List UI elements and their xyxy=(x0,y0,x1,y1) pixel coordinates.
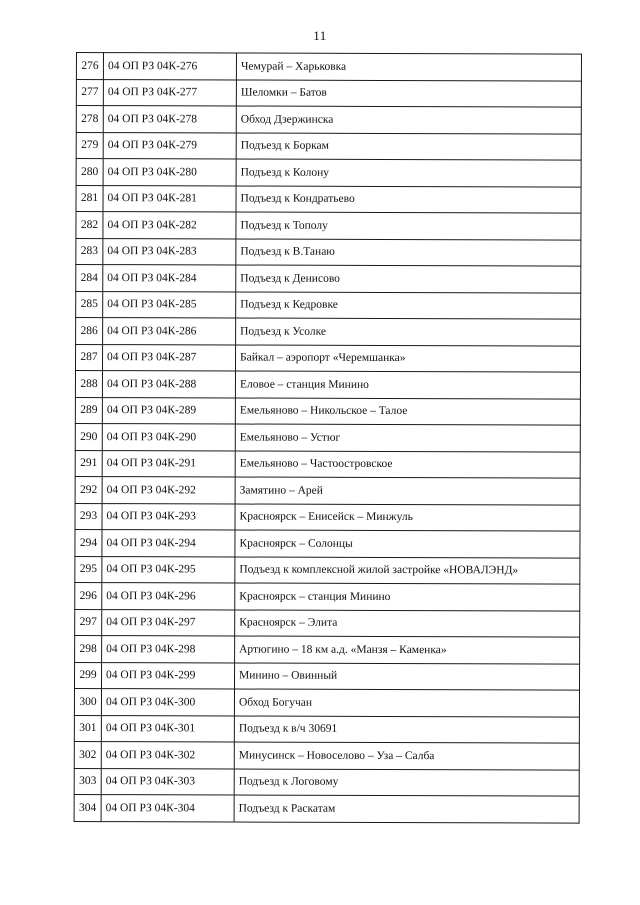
row-number-cell: 286 xyxy=(76,318,103,345)
row-number-cell: 299 xyxy=(75,662,102,689)
table-row xyxy=(74,741,579,769)
table-row xyxy=(74,794,579,822)
row-number-cell: 302 xyxy=(74,741,101,768)
row-number-cell: 282 xyxy=(76,212,103,239)
table-row xyxy=(74,688,579,716)
road-name-cell: Минусинск – Новоселово – Уза – Салба xyxy=(234,742,579,770)
table-row xyxy=(76,291,581,319)
road-code-cell: 04 ОП РЗ 04К-288 xyxy=(102,371,235,398)
row-number-cell: 290 xyxy=(75,423,102,450)
road-name-cell: Красноярск – Элита xyxy=(235,610,580,638)
road-name-cell: Подъезд к Колону xyxy=(236,159,581,187)
road-name-cell: Подъезд к Кондратьево xyxy=(236,186,581,214)
table-row xyxy=(75,344,580,372)
road-code-cell: 04 ОП РЗ 04К-290 xyxy=(102,424,235,451)
road-code-cell: 04 ОП РЗ 04К-278 xyxy=(103,106,236,133)
row-number-cell: 279 xyxy=(76,132,103,159)
road-name-cell: Красноярск – станция Минино xyxy=(235,583,580,611)
table-row xyxy=(75,450,580,478)
table-row xyxy=(75,529,580,557)
table-row xyxy=(75,371,580,399)
road-code-cell: 04 ОП РЗ 04К-280 xyxy=(103,159,236,186)
row-number-cell: 281 xyxy=(76,185,103,212)
road-name-cell: Подъезд к В.Танаю xyxy=(236,239,581,267)
road-code-cell: 04 ОП РЗ 04К-303 xyxy=(101,768,234,795)
road-code-cell: 04 ОП РЗ 04К-285 xyxy=(103,291,236,318)
road-name-cell: Еловое – станция Минино xyxy=(235,371,580,399)
table-row xyxy=(75,662,580,690)
road-code-cell: 04 ОП РЗ 04К-279 xyxy=(103,132,236,159)
table-row xyxy=(75,556,580,584)
road-name-cell: Красноярск – Солонцы xyxy=(235,530,580,558)
road-name-cell: Подъезд к Кедровке xyxy=(236,292,581,320)
road-code-cell: 04 ОП РЗ 04К-294 xyxy=(102,530,235,557)
row-number-cell: 304 xyxy=(74,794,101,821)
road-name-cell: Шеломки – Батов xyxy=(236,80,581,108)
road-name-cell: Подъезд к Тополу xyxy=(236,212,581,240)
road-name-cell: Байкал – аэропорт «Черемшанка» xyxy=(235,345,580,373)
table-row xyxy=(75,503,580,531)
row-number-cell: 276 xyxy=(76,53,103,80)
row-number-cell: 289 xyxy=(75,397,102,424)
row-number-cell: 294 xyxy=(75,529,102,556)
road-name-cell: Емельяново – Частоостровское xyxy=(235,451,580,479)
row-number-cell: 288 xyxy=(75,371,102,398)
table-row xyxy=(76,185,581,213)
road-code-cell: 04 ОП РЗ 04К-276 xyxy=(103,53,236,80)
table-row xyxy=(74,768,579,796)
table-row xyxy=(75,476,580,504)
road-code-cell: 04 ОП РЗ 04К-297 xyxy=(102,609,235,636)
row-number-cell: 303 xyxy=(74,768,101,795)
road-name-cell: Обход Богучан xyxy=(234,689,579,717)
road-name-cell: Замятино – Арей xyxy=(235,477,580,505)
road-code-cell: 04 ОП РЗ 04К-284 xyxy=(103,265,236,292)
row-number-cell: 291 xyxy=(75,450,102,477)
road-name-cell: Емельяново – Устюг xyxy=(235,424,580,452)
road-code-cell: 04 ОП РЗ 04К-289 xyxy=(102,397,235,424)
table-row xyxy=(76,106,581,134)
road-name-cell: Чемурай – Харьковка xyxy=(236,53,581,81)
table-row xyxy=(76,159,581,187)
table-row xyxy=(76,79,581,107)
row-number-cell: 284 xyxy=(76,265,103,292)
road-code-cell: 04 ОП РЗ 04К-301 xyxy=(101,715,234,742)
road-code-cell: 04 ОП РЗ 04К-304 xyxy=(101,795,234,822)
road-code-cell: 04 ОП РЗ 04К-296 xyxy=(102,583,235,610)
road-registry-table xyxy=(74,52,582,823)
page-number: 11 xyxy=(313,28,327,43)
road-name-cell: Емельяново – Никольское – Талое xyxy=(235,398,580,426)
road-name-cell: Подъезд к в/ч 30691 xyxy=(234,716,579,744)
row-number-cell: 295 xyxy=(75,556,102,583)
road-name-cell: Красноярск – Енисейск – Минжуль xyxy=(235,504,580,532)
table-row xyxy=(76,212,581,240)
row-number-cell: 297 xyxy=(75,609,102,636)
table-row xyxy=(74,715,579,743)
road-code-cell: 04 ОП РЗ 04К-300 xyxy=(101,689,234,716)
row-number-cell: 283 xyxy=(76,238,103,265)
row-number-cell: 301 xyxy=(74,715,101,742)
table-body xyxy=(74,53,581,823)
row-number-cell: 300 xyxy=(74,688,101,715)
table-row xyxy=(76,318,581,346)
table-row xyxy=(76,53,581,81)
road-name-cell: Подъезд к Раскатам xyxy=(234,795,579,823)
row-number-cell: 278 xyxy=(76,106,103,133)
table-row xyxy=(76,265,581,293)
table-row xyxy=(75,582,580,610)
road-code-cell: 04 ОП РЗ 04К-295 xyxy=(102,556,235,583)
row-number-cell: 277 xyxy=(76,79,103,106)
road-name-cell: Артюгино – 18 км а.д. «Манзя – Каменка» xyxy=(235,636,580,664)
road-code-cell: 04 ОП РЗ 04К-282 xyxy=(103,212,236,239)
road-name-cell: Обход Дзержинска xyxy=(236,106,581,134)
road-name-cell: Подъезд к Денисово xyxy=(236,265,581,293)
road-code-cell: 04 ОП РЗ 04К-281 xyxy=(103,185,236,212)
road-code-cell: 04 ОП РЗ 04К-287 xyxy=(102,344,235,371)
road-name-cell: Подъезд к комплексной жилой застройке «НОВАЛЭНД» xyxy=(235,557,580,585)
row-number-cell: 292 xyxy=(75,476,102,503)
table-row xyxy=(76,132,581,160)
road-name-cell: Минино – Овинный xyxy=(234,663,579,691)
table-row xyxy=(75,635,580,663)
road-code-cell: 04 ОП РЗ 04К-298 xyxy=(102,636,235,663)
road-code-cell: 04 ОП РЗ 04К-292 xyxy=(102,477,235,504)
table-row xyxy=(76,238,581,266)
table-row xyxy=(75,423,580,451)
row-number-cell: 285 xyxy=(76,291,103,318)
row-number-cell: 293 xyxy=(75,503,102,530)
road-name-cell: Подъезд к Усолке xyxy=(236,318,581,346)
road-code-cell: 04 ОП РЗ 04К-283 xyxy=(103,238,236,265)
road-code-cell: 04 ОП РЗ 04К-286 xyxy=(103,318,236,345)
row-number-cell: 298 xyxy=(75,635,102,662)
road-code-cell: 04 ОП РЗ 04К-299 xyxy=(102,662,235,689)
road-code-cell: 04 ОП РЗ 04К-277 xyxy=(103,79,236,106)
road-code-cell: 04 ОП РЗ 04К-302 xyxy=(101,742,234,769)
row-number-cell: 287 xyxy=(75,344,102,371)
row-number-cell: 296 xyxy=(75,582,102,609)
road-code-cell: 04 ОП РЗ 04К-291 xyxy=(102,450,235,477)
table-row xyxy=(75,609,580,637)
road-code-cell: 04 ОП РЗ 04К-293 xyxy=(102,503,235,530)
road-name-cell: Подъезд к Боркам xyxy=(236,133,581,161)
road-name-cell: Подъезд к Логовому xyxy=(234,769,579,797)
row-number-cell: 280 xyxy=(76,159,103,186)
table-row xyxy=(75,397,580,425)
